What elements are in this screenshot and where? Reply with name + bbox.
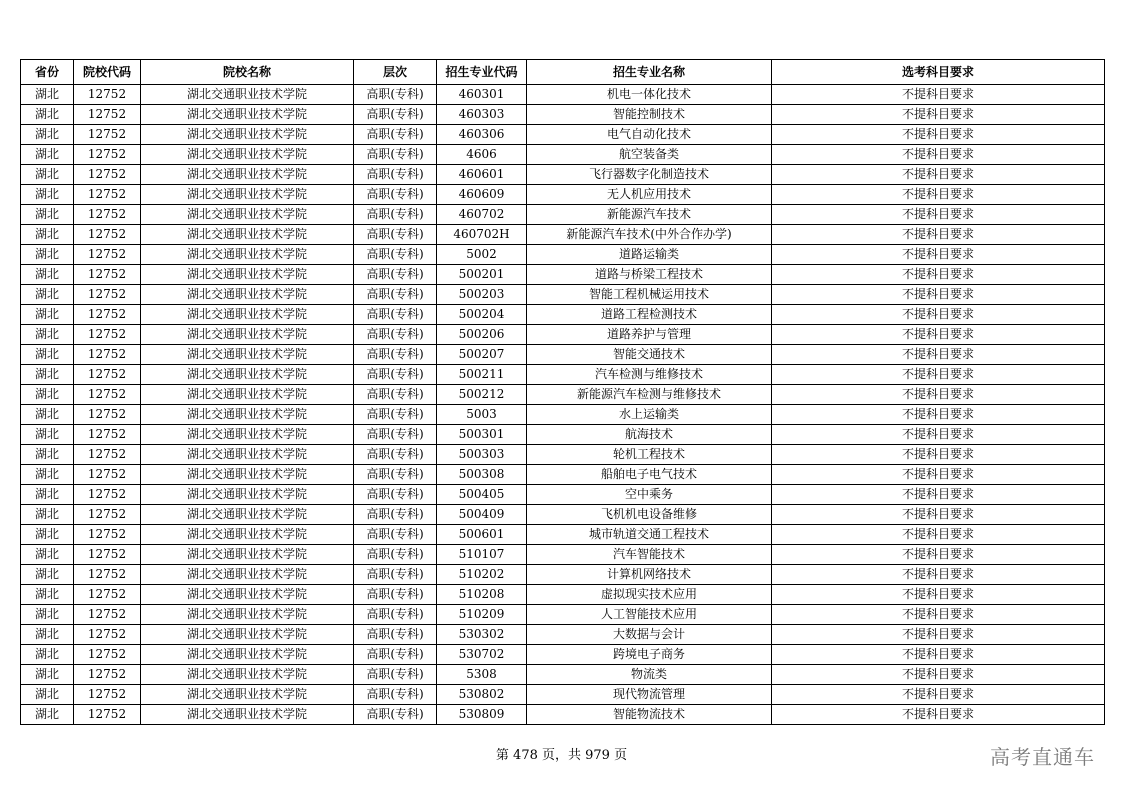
subject-requirement-cell: 不提科目要求 bbox=[772, 265, 1105, 285]
major-code-cell: 5002 bbox=[437, 245, 527, 265]
table-row bbox=[21, 245, 1105, 265]
school-code-cell: 12752 bbox=[74, 385, 141, 405]
province-cell: 湖北 bbox=[21, 705, 74, 725]
school-name-cell: 湖北交通职业技术学院 bbox=[141, 385, 354, 405]
header-level: 层次 bbox=[354, 60, 437, 85]
table-row bbox=[21, 545, 1105, 565]
major-code-cell: 460301 bbox=[437, 85, 527, 105]
major-code-cell: 460702 bbox=[437, 205, 527, 225]
school-code-cell: 12752 bbox=[74, 145, 141, 165]
province-cell: 湖北 bbox=[21, 665, 74, 685]
school-name-cell: 湖北交通职业技术学院 bbox=[141, 445, 354, 465]
school-name-cell: 湖北交通职业技术学院 bbox=[141, 85, 354, 105]
table-header-row bbox=[21, 60, 1105, 85]
major-name-cell: 人工智能技术应用 bbox=[527, 605, 772, 625]
subject-requirement-cell: 不提科目要求 bbox=[772, 225, 1105, 245]
subject-requirement-cell: 不提科目要求 bbox=[772, 285, 1105, 305]
table-row bbox=[21, 165, 1105, 185]
province-cell: 湖北 bbox=[21, 285, 74, 305]
province-cell: 湖北 bbox=[21, 625, 74, 645]
major-code-cell: 460702H bbox=[437, 225, 527, 245]
major-name-cell: 新能源汽车检测与维修技术 bbox=[527, 385, 772, 405]
major-code-cell: 500204 bbox=[437, 305, 527, 325]
table-row bbox=[21, 705, 1105, 725]
major-code-cell: 510208 bbox=[437, 585, 527, 605]
school-name-cell: 湖北交通职业技术学院 bbox=[141, 325, 354, 345]
major-name-cell: 城市轨道交通工程技术 bbox=[527, 525, 772, 545]
subject-requirement-cell: 不提科目要求 bbox=[772, 105, 1105, 125]
major-code-cell: 5003 bbox=[437, 405, 527, 425]
school-name-cell: 湖北交通职业技术学院 bbox=[141, 665, 354, 685]
school-name-cell: 湖北交通职业技术学院 bbox=[141, 505, 354, 525]
school-name-cell: 湖北交通职业技术学院 bbox=[141, 205, 354, 225]
province-cell: 湖北 bbox=[21, 365, 74, 385]
page-number: 第 478 页，共 979 页 bbox=[495, 748, 628, 763]
level-cell: 高职(专科) bbox=[354, 545, 437, 565]
province-cell: 湖北 bbox=[21, 565, 74, 585]
major-name-cell: 大数据与会计 bbox=[527, 625, 772, 645]
level-cell: 高职(专科) bbox=[354, 325, 437, 345]
major-code-cell: 500405 bbox=[437, 485, 527, 505]
school-code-cell: 12752 bbox=[74, 585, 141, 605]
school-name-cell: 湖北交通职业技术学院 bbox=[141, 705, 354, 725]
school-name-cell: 湖北交通职业技术学院 bbox=[141, 225, 354, 245]
subject-requirement-cell: 不提科目要求 bbox=[772, 405, 1105, 425]
major-name-cell: 电气自动化技术 bbox=[527, 125, 772, 145]
watermark-logo: 高考直通车 bbox=[990, 745, 1095, 769]
subject-requirement-cell: 不提科目要求 bbox=[772, 365, 1105, 385]
level-cell: 高职(专科) bbox=[354, 585, 437, 605]
table-row bbox=[21, 145, 1105, 165]
table-row bbox=[21, 225, 1105, 245]
major-code-cell: 510107 bbox=[437, 545, 527, 565]
school-code-cell: 12752 bbox=[74, 305, 141, 325]
province-cell: 湖北 bbox=[21, 585, 74, 605]
province-cell: 湖北 bbox=[21, 465, 74, 485]
school-code-cell: 12752 bbox=[74, 365, 141, 385]
province-cell: 湖北 bbox=[21, 325, 74, 345]
major-name-cell: 船舶电子电气技术 bbox=[527, 465, 772, 485]
province-cell: 湖北 bbox=[21, 265, 74, 285]
subject-requirement-cell: 不提科目要求 bbox=[772, 165, 1105, 185]
school-name-cell: 湖北交通职业技术学院 bbox=[141, 645, 354, 665]
school-code-cell: 12752 bbox=[74, 225, 141, 245]
school-name-cell: 湖北交通职业技术学院 bbox=[141, 585, 354, 605]
subject-requirement-cell: 不提科目要求 bbox=[772, 125, 1105, 145]
major-name-cell: 计算机网络技术 bbox=[527, 565, 772, 585]
subject-requirement-cell: 不提科目要求 bbox=[772, 505, 1105, 525]
subject-requirement-cell: 不提科目要求 bbox=[772, 605, 1105, 625]
school-name-cell: 湖北交通职业技术学院 bbox=[141, 105, 354, 125]
school-code-cell: 12752 bbox=[74, 85, 141, 105]
subject-requirement-cell: 不提科目要求 bbox=[772, 485, 1105, 505]
school-code-cell: 12752 bbox=[74, 645, 141, 665]
table-row bbox=[21, 85, 1105, 105]
subject-requirement-cell: 不提科目要求 bbox=[772, 325, 1105, 345]
table-row bbox=[21, 125, 1105, 145]
major-name-cell: 空中乘务 bbox=[527, 485, 772, 505]
table-row bbox=[21, 405, 1105, 425]
school-code-cell: 12752 bbox=[74, 685, 141, 705]
subject-requirement-cell: 不提科目要求 bbox=[772, 465, 1105, 485]
province-cell: 湖北 bbox=[21, 345, 74, 365]
province-cell: 湖北 bbox=[21, 85, 74, 105]
subject-requirement-cell: 不提科目要求 bbox=[772, 585, 1105, 605]
table-row bbox=[21, 325, 1105, 345]
major-name-cell: 智能物流技术 bbox=[527, 705, 772, 725]
province-cell: 湖北 bbox=[21, 605, 74, 625]
level-cell: 高职(专科) bbox=[354, 385, 437, 405]
major-name-cell: 智能控制技术 bbox=[527, 105, 772, 125]
table-row bbox=[21, 505, 1105, 525]
province-cell: 湖北 bbox=[21, 125, 74, 145]
major-code-cell: 500206 bbox=[437, 325, 527, 345]
school-code-cell: 12752 bbox=[74, 625, 141, 645]
province-cell: 湖北 bbox=[21, 645, 74, 665]
table-row bbox=[21, 185, 1105, 205]
school-name-cell: 湖北交通职业技术学院 bbox=[141, 425, 354, 445]
school-code-cell: 12752 bbox=[74, 345, 141, 365]
major-code-cell: 500409 bbox=[437, 505, 527, 525]
school-name-cell: 湖北交通职业技术学院 bbox=[141, 685, 354, 705]
header-major-code: 招生专业代码 bbox=[437, 60, 527, 85]
major-name-cell: 道路与桥梁工程技术 bbox=[527, 265, 772, 285]
major-code-cell: 510209 bbox=[437, 605, 527, 625]
table-row bbox=[21, 485, 1105, 505]
school-name-cell: 湖北交通职业技术学院 bbox=[141, 605, 354, 625]
major-code-cell: 500212 bbox=[437, 385, 527, 405]
table-row bbox=[21, 565, 1105, 585]
major-name-cell: 轮机工程技术 bbox=[527, 445, 772, 465]
province-cell: 湖北 bbox=[21, 205, 74, 225]
school-code-cell: 12752 bbox=[74, 605, 141, 625]
school-code-cell: 12752 bbox=[74, 165, 141, 185]
school-name-cell: 湖北交通职业技术学院 bbox=[141, 405, 354, 425]
school-name-cell: 湖北交通职业技术学院 bbox=[141, 125, 354, 145]
level-cell: 高职(专科) bbox=[354, 625, 437, 645]
major-name-cell: 机电一体化技术 bbox=[527, 85, 772, 105]
subject-requirement-cell: 不提科目要求 bbox=[772, 545, 1105, 565]
level-cell: 高职(专科) bbox=[354, 525, 437, 545]
province-cell: 湖北 bbox=[21, 505, 74, 525]
province-cell: 湖北 bbox=[21, 245, 74, 265]
school-code-cell: 12752 bbox=[74, 325, 141, 345]
school-name-cell: 湖北交通职业技术学院 bbox=[141, 185, 354, 205]
header-school-name: 院校名称 bbox=[141, 60, 354, 85]
school-code-cell: 12752 bbox=[74, 545, 141, 565]
school-name-cell: 湖北交通职业技术学院 bbox=[141, 545, 354, 565]
level-cell: 高职(专科) bbox=[354, 185, 437, 205]
major-code-cell: 500303 bbox=[437, 445, 527, 465]
subject-requirement-cell: 不提科目要求 bbox=[772, 345, 1105, 365]
province-cell: 湖北 bbox=[21, 225, 74, 245]
province-cell: 湖北 bbox=[21, 445, 74, 465]
major-code-cell: 500207 bbox=[437, 345, 527, 365]
subject-requirement-cell: 不提科目要求 bbox=[772, 445, 1105, 465]
major-name-cell: 智能工程机械运用技术 bbox=[527, 285, 772, 305]
school-code-cell: 12752 bbox=[74, 565, 141, 585]
table-row bbox=[21, 305, 1105, 325]
school-name-cell: 湖北交通职业技术学院 bbox=[141, 165, 354, 185]
level-cell: 高职(专科) bbox=[354, 105, 437, 125]
subject-requirement-cell: 不提科目要求 bbox=[772, 645, 1105, 665]
province-cell: 湖北 bbox=[21, 545, 74, 565]
school-name-cell: 湖北交通职业技术学院 bbox=[141, 485, 354, 505]
level-cell: 高职(专科) bbox=[354, 485, 437, 505]
table-row bbox=[21, 645, 1105, 665]
school-name-cell: 湖北交通职业技术学院 bbox=[141, 145, 354, 165]
major-name-cell: 航空装备类 bbox=[527, 145, 772, 165]
table-row bbox=[21, 585, 1105, 605]
table-row bbox=[21, 365, 1105, 385]
table-row bbox=[21, 205, 1105, 225]
major-name-cell: 飞机机电设备维修 bbox=[527, 505, 772, 525]
header-subject-requirement: 选考科目要求 bbox=[772, 60, 1105, 85]
major-name-cell: 道路养护与管理 bbox=[527, 325, 772, 345]
major-code-cell: 460601 bbox=[437, 165, 527, 185]
school-code-cell: 12752 bbox=[74, 665, 141, 685]
school-code-cell: 12752 bbox=[74, 185, 141, 205]
level-cell: 高职(专科) bbox=[354, 85, 437, 105]
major-code-cell: 500601 bbox=[437, 525, 527, 545]
level-cell: 高职(专科) bbox=[354, 345, 437, 365]
major-name-cell: 虚拟现实技术应用 bbox=[527, 585, 772, 605]
subject-requirement-cell: 不提科目要求 bbox=[772, 185, 1105, 205]
level-cell: 高职(专科) bbox=[354, 245, 437, 265]
level-cell: 高职(专科) bbox=[354, 165, 437, 185]
school-name-cell: 湖北交通职业技术学院 bbox=[141, 265, 354, 285]
table-row bbox=[21, 605, 1105, 625]
table-row bbox=[21, 425, 1105, 445]
table-row bbox=[21, 445, 1105, 465]
major-code-cell: 4606 bbox=[437, 145, 527, 165]
school-name-cell: 湖北交通职业技术学院 bbox=[141, 305, 354, 325]
header-major-name: 招生专业名称 bbox=[527, 60, 772, 85]
major-code-cell: 500211 bbox=[437, 365, 527, 385]
major-code-cell: 530809 bbox=[437, 705, 527, 725]
school-code-cell: 12752 bbox=[74, 505, 141, 525]
subject-requirement-cell: 不提科目要求 bbox=[772, 705, 1105, 725]
major-code-cell: 500301 bbox=[437, 425, 527, 445]
major-code-cell: 500203 bbox=[437, 285, 527, 305]
table-row bbox=[21, 345, 1105, 365]
major-code-cell: 530302 bbox=[437, 625, 527, 645]
province-cell: 湖北 bbox=[21, 385, 74, 405]
subject-requirement-cell: 不提科目要求 bbox=[772, 145, 1105, 165]
table-row bbox=[21, 665, 1105, 685]
level-cell: 高职(专科) bbox=[354, 445, 437, 465]
subject-requirement-cell: 不提科目要求 bbox=[772, 665, 1105, 685]
province-cell: 湖北 bbox=[21, 525, 74, 545]
level-cell: 高职(专科) bbox=[354, 405, 437, 425]
school-code-cell: 12752 bbox=[74, 705, 141, 725]
school-code-cell: 12752 bbox=[74, 285, 141, 305]
subject-requirement-cell: 不提科目要求 bbox=[772, 245, 1105, 265]
school-code-cell: 12752 bbox=[74, 205, 141, 225]
school-code-cell: 12752 bbox=[74, 125, 141, 145]
table-row bbox=[21, 525, 1105, 545]
subject-requirement-cell: 不提科目要求 bbox=[772, 565, 1105, 585]
province-cell: 湖北 bbox=[21, 685, 74, 705]
major-name-cell: 跨境电子商务 bbox=[527, 645, 772, 665]
school-name-cell: 湖北交通职业技术学院 bbox=[141, 625, 354, 645]
major-name-cell: 道路工程检测技术 bbox=[527, 305, 772, 325]
major-name-cell: 无人机应用技术 bbox=[527, 185, 772, 205]
province-cell: 湖北 bbox=[21, 145, 74, 165]
subject-requirement-cell: 不提科目要求 bbox=[772, 205, 1105, 225]
table-row bbox=[21, 105, 1105, 125]
major-code-cell: 5308 bbox=[437, 665, 527, 685]
subject-requirement-cell: 不提科目要求 bbox=[772, 385, 1105, 405]
subject-requirement-cell: 不提科目要求 bbox=[772, 85, 1105, 105]
school-name-cell: 湖北交通职业技术学院 bbox=[141, 465, 354, 485]
major-code-cell: 460609 bbox=[437, 185, 527, 205]
major-name-cell: 新能源汽车技术(中外合作办学) bbox=[527, 225, 772, 245]
level-cell: 高职(专科) bbox=[354, 505, 437, 525]
school-name-cell: 湖北交通职业技术学院 bbox=[141, 365, 354, 385]
level-cell: 高职(专科) bbox=[354, 465, 437, 485]
major-name-cell: 智能交通技术 bbox=[527, 345, 772, 365]
header-province: 省份 bbox=[21, 60, 74, 85]
major-code-cell: 460306 bbox=[437, 125, 527, 145]
major-code-cell: 500201 bbox=[437, 265, 527, 285]
province-cell: 湖北 bbox=[21, 405, 74, 425]
school-name-cell: 湖北交通职业技术学院 bbox=[141, 245, 354, 265]
level-cell: 高职(专科) bbox=[354, 645, 437, 665]
subject-requirement-cell: 不提科目要求 bbox=[772, 525, 1105, 545]
school-code-cell: 12752 bbox=[74, 105, 141, 125]
school-name-cell: 湖北交通职业技术学院 bbox=[141, 285, 354, 305]
major-name-cell: 飞行器数字化制造技术 bbox=[527, 165, 772, 185]
school-code-cell: 12752 bbox=[74, 425, 141, 445]
level-cell: 高职(专科) bbox=[354, 685, 437, 705]
table-row bbox=[21, 465, 1105, 485]
subject-requirements-table bbox=[20, 59, 1105, 725]
level-cell: 高职(专科) bbox=[354, 565, 437, 585]
subject-requirement-cell: 不提科目要求 bbox=[772, 625, 1105, 645]
province-cell: 湖北 bbox=[21, 105, 74, 125]
level-cell: 高职(专科) bbox=[354, 425, 437, 445]
table-row bbox=[21, 385, 1105, 405]
table-row bbox=[21, 625, 1105, 645]
level-cell: 高职(专科) bbox=[354, 125, 437, 145]
school-name-cell: 湖北交通职业技术学院 bbox=[141, 565, 354, 585]
major-name-cell: 汽车检测与维修技术 bbox=[527, 365, 772, 385]
table-body bbox=[21, 85, 1105, 725]
major-code-cell: 530702 bbox=[437, 645, 527, 665]
header-school-code: 院校代码 bbox=[74, 60, 141, 85]
major-code-cell: 530802 bbox=[437, 685, 527, 705]
major-code-cell: 460303 bbox=[437, 105, 527, 125]
level-cell: 高职(专科) bbox=[354, 705, 437, 725]
level-cell: 高职(专科) bbox=[354, 605, 437, 625]
table-row bbox=[21, 685, 1105, 705]
province-cell: 湖北 bbox=[21, 305, 74, 325]
school-code-cell: 12752 bbox=[74, 245, 141, 265]
school-code-cell: 12752 bbox=[74, 265, 141, 285]
level-cell: 高职(专科) bbox=[354, 665, 437, 685]
major-code-cell: 500308 bbox=[437, 465, 527, 485]
level-cell: 高职(专科) bbox=[354, 205, 437, 225]
school-code-cell: 12752 bbox=[74, 525, 141, 545]
major-name-cell: 新能源汽车技术 bbox=[527, 205, 772, 225]
school-code-cell: 12752 bbox=[74, 445, 141, 465]
school-code-cell: 12752 bbox=[74, 405, 141, 425]
school-name-cell: 湖北交通职业技术学院 bbox=[141, 525, 354, 545]
province-cell: 湖北 bbox=[21, 185, 74, 205]
major-name-cell: 现代物流管理 bbox=[527, 685, 772, 705]
table-row bbox=[21, 285, 1105, 305]
subject-requirement-cell: 不提科目要求 bbox=[772, 685, 1105, 705]
province-cell: 湖北 bbox=[21, 485, 74, 505]
table-row bbox=[21, 265, 1105, 285]
school-code-cell: 12752 bbox=[74, 465, 141, 485]
province-cell: 湖北 bbox=[21, 425, 74, 445]
level-cell: 高职(专科) bbox=[354, 365, 437, 385]
province-cell: 湖北 bbox=[21, 165, 74, 185]
subject-requirement-cell: 不提科目要求 bbox=[772, 425, 1105, 445]
level-cell: 高职(专科) bbox=[354, 305, 437, 325]
major-name-cell: 道路运输类 bbox=[527, 245, 772, 265]
level-cell: 高职(专科) bbox=[354, 225, 437, 245]
major-code-cell: 510202 bbox=[437, 565, 527, 585]
school-name-cell: 湖北交通职业技术学院 bbox=[141, 345, 354, 365]
level-cell: 高职(专科) bbox=[354, 145, 437, 165]
school-code-cell: 12752 bbox=[74, 485, 141, 505]
major-name-cell: 汽车智能技术 bbox=[527, 545, 772, 565]
major-name-cell: 航海技术 bbox=[527, 425, 772, 445]
level-cell: 高职(专科) bbox=[354, 285, 437, 305]
level-cell: 高职(专科) bbox=[354, 265, 437, 285]
major-name-cell: 物流类 bbox=[527, 665, 772, 685]
major-name-cell: 水上运输类 bbox=[527, 405, 772, 425]
subject-requirement-cell: 不提科目要求 bbox=[772, 305, 1105, 325]
